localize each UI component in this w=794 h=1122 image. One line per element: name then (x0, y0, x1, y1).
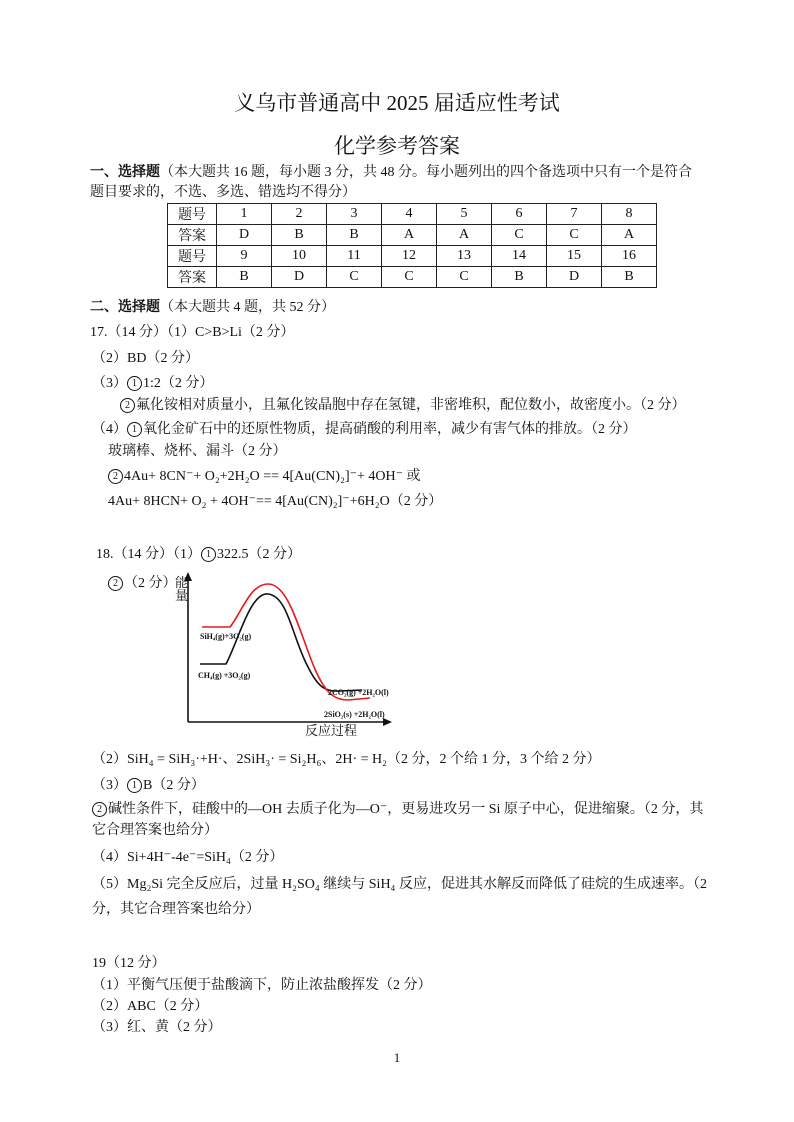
table-cell: 3 (327, 204, 382, 225)
q17-part3-1-text: 1:2（2 分） (143, 376, 214, 391)
table-cell: 14 (492, 246, 547, 267)
table-cell: A (437, 225, 492, 246)
q17-equation-1-text: 4Au+ 8CN⁻+ O₂+2H₂O == 4[Au(CN)₂]⁻+ 4OH⁻ 或 (124, 469, 421, 484)
table-cell: 2 (272, 204, 327, 225)
q18-part3-1-text: B（2 分） (143, 778, 205, 793)
q19-part3: （3）红、黄（2 分） (92, 1020, 222, 1035)
circled-number: 1 (127, 422, 142, 437)
section2-heading: 二、选择题 (90, 300, 160, 315)
q17-part3-2-text: 氟化铵相对质量小，且氟化铵晶胞中存在氢键，非密堆积，配位数小，故密度小。（2 分） (136, 398, 686, 413)
table-cell: B (217, 267, 272, 288)
q17-part4-1b: 玻璃棒、烧杯、漏斗（2 分） (108, 444, 287, 459)
circled-number: 2 (108, 576, 123, 591)
circled-number: 1 (127, 778, 142, 793)
table-cell: 9 (217, 246, 272, 267)
row-label: 答案 (168, 267, 217, 288)
label-co2: 2CO₂(g) +2H₂O(l) (328, 688, 389, 697)
table-cell: 12 (382, 246, 437, 267)
q18-part5-line2: 分，其它合理答案也给分） (92, 902, 260, 917)
table-cell: 5 (437, 204, 492, 225)
q17-part4-1 (92, 421, 637, 439)
label-sih4: SiH₄(g)+3O₂(g) (200, 632, 252, 641)
q18-sub2 (108, 575, 177, 593)
q18-part3-2 (92, 801, 703, 819)
q17-part3-prefix: （3） (92, 376, 127, 391)
q18-part5-line1: （5）Mg₂Si 完全反应后，过量 H₂SO₄ 继续与 SiH₄ 反应，促进其水解反而降低了硅烷的生成速率。（2 (92, 877, 707, 892)
table-row (168, 225, 657, 246)
document-title: 义乌市普通高中 2025 届适应性考试 (234, 91, 560, 115)
table-cell: 8 (602, 204, 657, 225)
x-axis-label: 反应过程 (305, 723, 358, 738)
q19-part1: （1）平衡气压便于盐酸滴下，防止浓盐酸挥发（2 分） (92, 978, 432, 993)
section1-heading: 一、选择题 (90, 165, 160, 180)
answer-table (167, 203, 657, 288)
q19-part2: （2）ABC（2 分） (92, 999, 209, 1014)
section1-note (90, 164, 692, 182)
q18-part4: （4）Si+4H⁻-4e⁻=SiH₄（2 分） (92, 850, 284, 865)
q17-part4-prefix: （4） (92, 422, 127, 437)
circled-number: 1 (127, 376, 142, 391)
table-cell: D (272, 267, 327, 288)
table-row (168, 267, 657, 288)
q17-head: 17.（14 分）（1）C>B>Li（2 分） (90, 325, 295, 340)
circled-number: 1 (201, 547, 216, 562)
q18-part2: （2）SiH₄ = SiH₃·+H·、2SiH₃· = Si₂H₆、2H· = H₂（2 分，2 个给 1 分，3 个给 2 分） (92, 752, 601, 767)
table-cell: B (327, 225, 382, 246)
table-cell: C (382, 267, 437, 288)
table-cell: 1 (217, 204, 272, 225)
table-cell: C (327, 267, 382, 288)
label-sio2: 2SiO₂(s) +2H₂O(l) (324, 710, 385, 719)
q17-equation-1 (108, 468, 421, 486)
table-cell: 6 (492, 204, 547, 225)
q18-head-1-text: 322.5（2 分） (217, 547, 301, 562)
q17-equation-2: 4Au+ 8HCN+ O₂ + 4OH⁻== 4[Au(CN)₂]⁻+6H₂O（2 分） (108, 494, 443, 509)
row-label: 题号 (168, 246, 217, 267)
q18-sub2-text: （2 分） (124, 576, 177, 591)
circled-number: 2 (120, 398, 135, 413)
table-cell: D (217, 225, 272, 246)
y-axis-label: 能量 (175, 575, 189, 603)
q17-part3-2 (120, 397, 686, 415)
label-ch4: CH₄(g) +3O₂(g) (198, 671, 251, 680)
table-cell: 11 (327, 246, 382, 267)
circled-number: 2 (92, 802, 107, 817)
q18-part3-2-line2: 它合理答案也给分） (92, 823, 218, 838)
section1-note-line1: （本大题共 16 题，每小题 3 分，共 48 分。每小题列出的四个备选项中只有一个是符合 (160, 165, 692, 180)
table-cell: 10 (272, 246, 327, 267)
document-subtitle: 化学参考答案 (334, 134, 460, 158)
q17-part4-1-text: 氧化金矿石中的还原性物质，提高硝酸的利用率，减少有害气体的排放。（2 分） (143, 422, 637, 437)
q19-head: 19（12 分） (92, 956, 166, 971)
table-cell: A (382, 225, 437, 246)
section2-note (90, 299, 335, 317)
q18-head (96, 546, 301, 564)
page-number: 1 (393, 1050, 401, 1065)
table-row (168, 246, 657, 267)
circled-number: 2 (108, 469, 123, 484)
table-cell: 13 (437, 246, 492, 267)
table-cell: 16 (602, 246, 657, 267)
table-cell: 7 (547, 204, 602, 225)
table-row (168, 204, 657, 225)
table-cell: A (602, 225, 657, 246)
table-cell: B (492, 267, 547, 288)
section1-note-line2: 题目要求的，不选、多选、错选均不得分） (90, 185, 356, 200)
row-label: 答案 (168, 225, 217, 246)
table-cell: 15 (547, 246, 602, 267)
table-cell: D (547, 267, 602, 288)
table-cell: B (602, 267, 657, 288)
table-cell: C (492, 225, 547, 246)
energy-diagram (180, 572, 420, 752)
section2-note-text: （本大题共 4 题，共 52 分） (160, 300, 335, 315)
table-cell: B (272, 225, 327, 246)
q18-part3-2-line1: 碱性条件下，硅酸中的—OH 去质子化为—O⁻，更易进攻另一 Si 原子中心，促进缩聚。（2 分，其 (108, 802, 704, 817)
q17-part3-1 (92, 375, 213, 393)
row-label: 题号 (168, 204, 217, 225)
table-cell: 4 (382, 204, 437, 225)
q17-part2: （2）BD（2 分） (92, 351, 199, 366)
table-cell: C (547, 225, 602, 246)
q18-part3-prefix: （3） (92, 778, 127, 793)
q18-part3-1 (92, 777, 205, 795)
table-cell: C (437, 267, 492, 288)
q18-head-prefix: 18.（14 分）（1） (96, 547, 201, 562)
